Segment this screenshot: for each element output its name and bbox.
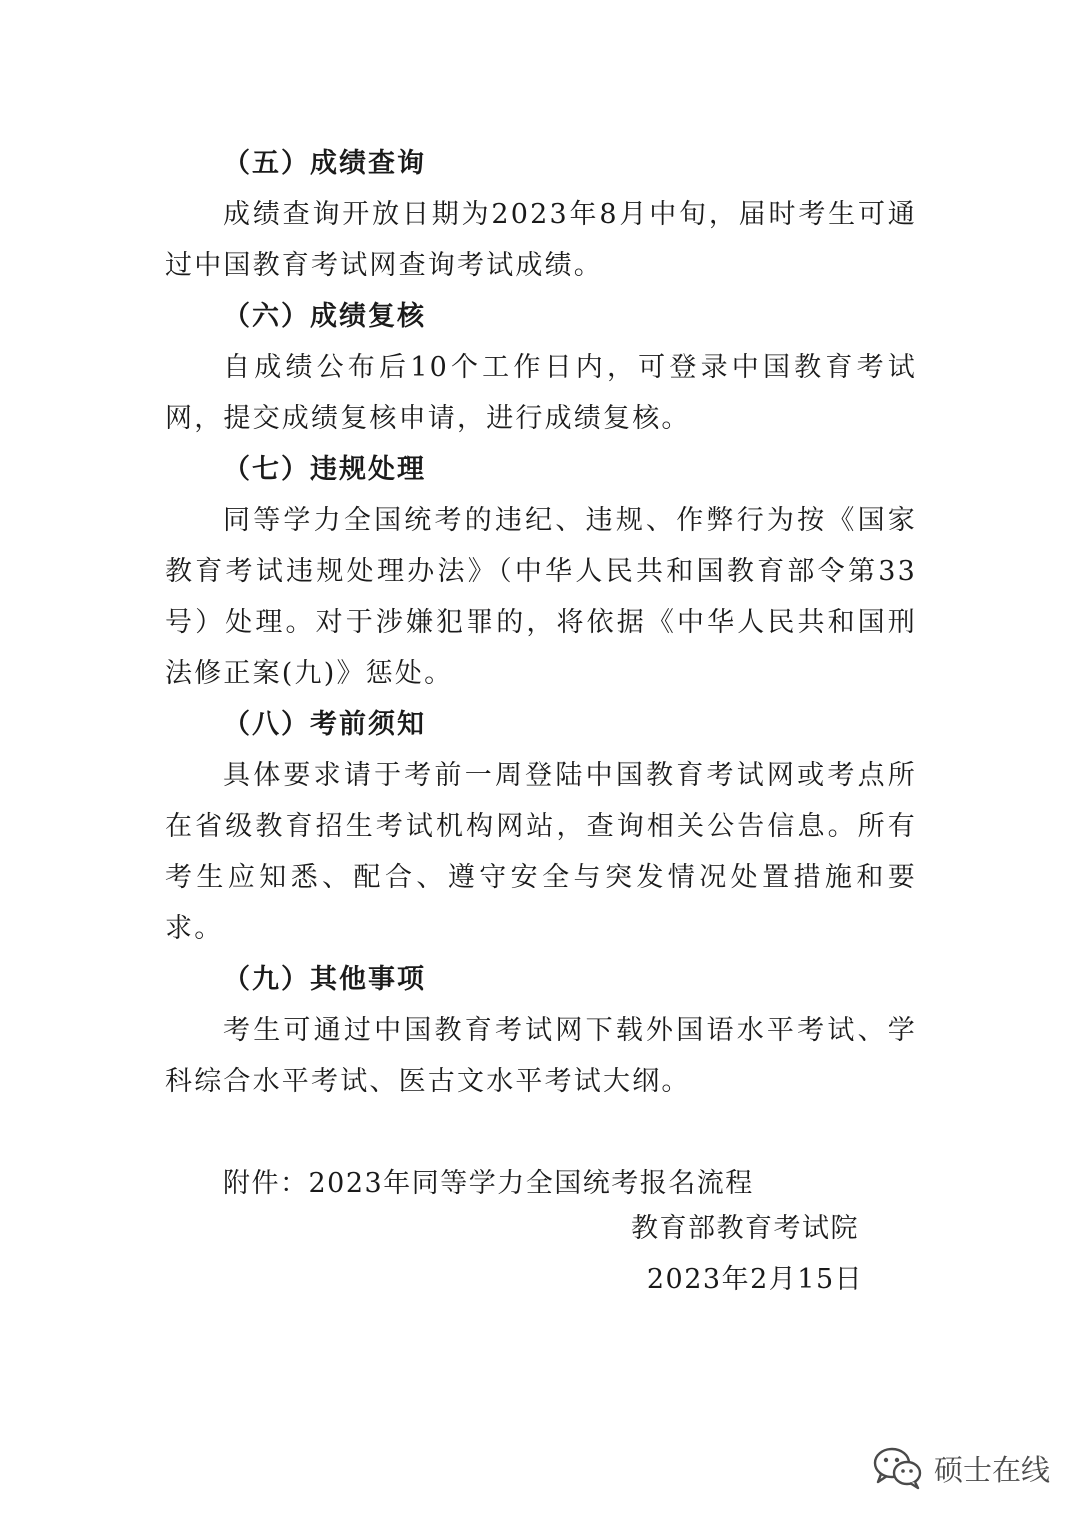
section-heading-pre-exam-notice: （八）考前须知 bbox=[223, 709, 426, 740]
section-body-pre-exam-notice: 具体要求请于考前一周登陆中国教育考试网或考点所在省级教育招生考试机构网站，查询相关公告信息。所有考生应知悉、配合、遵守安全与突发情况处置措施和要求。 bbox=[165, 760, 917, 944]
section-heading-score-query: （五）成绩查询 bbox=[223, 148, 426, 179]
signature-date: 2023年2月15日 bbox=[646, 1264, 864, 1295]
section-heading-score-review: （六）成绩复核 bbox=[223, 301, 426, 332]
section-body-other-matters: 考生可通过中国教育考试网下载外国语水平考试、学科综合水平考试、医古文水平考试大纲。 bbox=[165, 1015, 917, 1097]
watermark-text: 硕士在线 bbox=[934, 1452, 1051, 1487]
section-body-violation-handling: 同等学力全国统考的违纪、违规、作弊行为按《国家教育考试违规处理办法》（中华人民共和国教育部令第33号）处理。对于涉嫌犯罪的，将依据《中华人民共和国刑法修正案(九)》惩处。 bbox=[165, 505, 917, 689]
signature-block bbox=[560, 1203, 930, 1305]
attachment-line: 附件：2023年同等学力全国统考报名流程 bbox=[223, 1168, 754, 1199]
watermark bbox=[872, 1438, 1050, 1498]
section-body-score-query: 成绩查询开放日期为2023年8月中旬，届时考生可通过中国教育考试网查询考试成绩。 bbox=[165, 199, 917, 281]
document-body bbox=[165, 138, 917, 1209]
wechat-icon bbox=[872, 1446, 924, 1490]
section-heading-other-matters: （九）其他事项 bbox=[223, 964, 426, 995]
section-body-score-review: 自成绩公布后10个工作日内，可登录中国教育考试网，提交成绩复核申请，进行成绩复核。 bbox=[165, 352, 917, 434]
signature-org: 教育部教育考试院 bbox=[631, 1213, 859, 1244]
section-heading-violation-handling: （七）违规处理 bbox=[223, 454, 426, 485]
